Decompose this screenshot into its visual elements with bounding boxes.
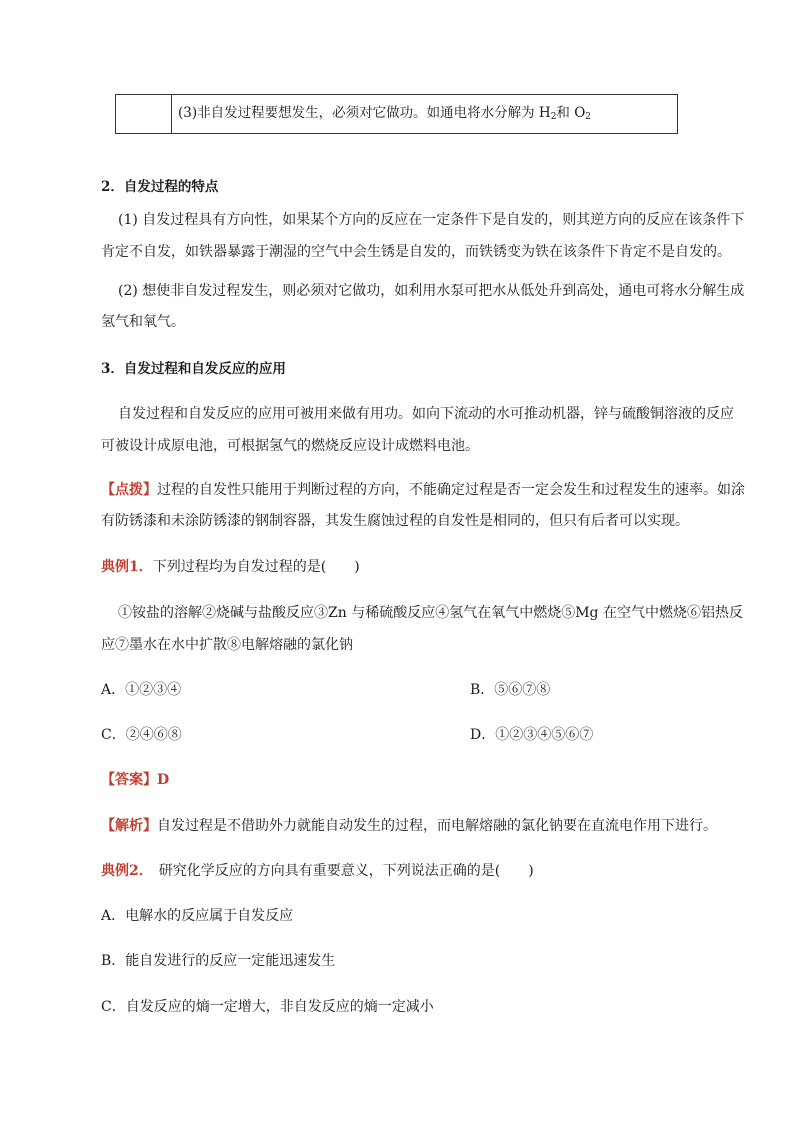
section2-heading: 2．自发过程的特点: [101, 179, 219, 195]
table-row: [115, 94, 678, 134]
example2-question-text: 研究化学反应的方向具有重要意义，下列说法正确的是( ): [158, 863, 534, 879]
section2-p2-line2: 氢气和氧气。: [101, 314, 185, 330]
example1-analysis: [101, 815, 717, 835]
section2-p2-line1: (2) 想使非自发过程发生，则必须对它做功，如利用水泵可把水从低处升到高处，通电可将水分解生成: [118, 283, 745, 299]
table-divider: [171, 95, 172, 133]
example1-items-line1: ①铵盐的溶解②烧碱与盐酸反应③Zn 与稀硫酸反应④氢气在氧气中燃烧⑤Mg 在空气中燃烧⑥铝热反: [118, 605, 743, 621]
example1-question: [101, 556, 360, 576]
answer-value: D: [157, 772, 170, 788]
example1-option-d: D．①②③④⑤⑥⑦: [470, 727, 594, 743]
example2-question: [101, 860, 534, 880]
table-cell-text: [178, 101, 591, 122]
example2-label: 典例2．: [101, 863, 153, 879]
example1-question-text: 下列过程均为自发过程的是( ): [152, 559, 360, 575]
table-text-part2: 和 O: [556, 105, 586, 121]
example2-option-c: C．自发反应的熵一定增大，非自发反应的熵一定减小: [101, 999, 434, 1015]
tip-line2: 有防锈漆和未涂防锈漆的钢制容器，其发生腐蚀过程的自发性是相同的，但只有后者可以实现。: [101, 513, 689, 529]
example2-option-b: B．能自发进行的反应一定能迅速发生: [101, 953, 336, 969]
example1-option-c: C．②④⑥⑧: [101, 727, 182, 743]
section2-p1-line1: (1) 自发过程具有方向性，如果某个方向的反应在一定条件下是自发的，则其逆方向的反应在该条件下: [118, 212, 745, 228]
example1-label: 典例1．: [101, 559, 153, 575]
section3-heading: 3．自发过程和自发反应的应用: [101, 361, 286, 377]
section3-p-line2: 可被设计成原电池，可根据氢气的燃烧反应设计成燃料电池。: [101, 438, 479, 454]
example1-option-b: B．⑤⑥⑦⑧: [470, 682, 551, 698]
analysis-label: 【解析】: [101, 818, 157, 834]
example1-answer: [101, 769, 169, 789]
subscript-1: 2: [550, 112, 557, 122]
section2-p1-line2: 肯定不自发，如铁器暴露于潮湿的空气中会生锈是自发的，而铁锈变为铁在该条件下肯定不是自发的。: [101, 244, 731, 260]
tip-text-1: 过程的自发性只能用于判断过程的方向，不能确定过程是否一定会发生和过程发生的速率。如涂: [157, 482, 745, 498]
example1-option-a: A．①②③④: [101, 682, 182, 698]
example2-option-a: A．电解水的反应属于自发反应: [101, 908, 294, 924]
tip-line1: [101, 479, 745, 499]
answer-label: 【答案】: [101, 772, 157, 788]
subscript-2: 2: [585, 112, 592, 122]
section3-p-line1: 自发过程和自发反应的应用可被用来做有用功。如向下流动的水可推动机器，锌与硫酸铜溶液的反应: [118, 406, 734, 422]
example1-items-line2: 应⑦墨水在水中扩散⑧电解熔融的氯化钠: [101, 637, 353, 653]
analysis-text: 自发过程是不借助外力就能自动发生的过程，而电解熔融的氯化钠要在直流电作用下进行。: [157, 818, 717, 834]
tip-label: 【点拨】: [101, 482, 157, 498]
table-text-part1: (3)非自发过程要想发生，必须对它做功。如通电将水分解为 H: [178, 105, 551, 121]
